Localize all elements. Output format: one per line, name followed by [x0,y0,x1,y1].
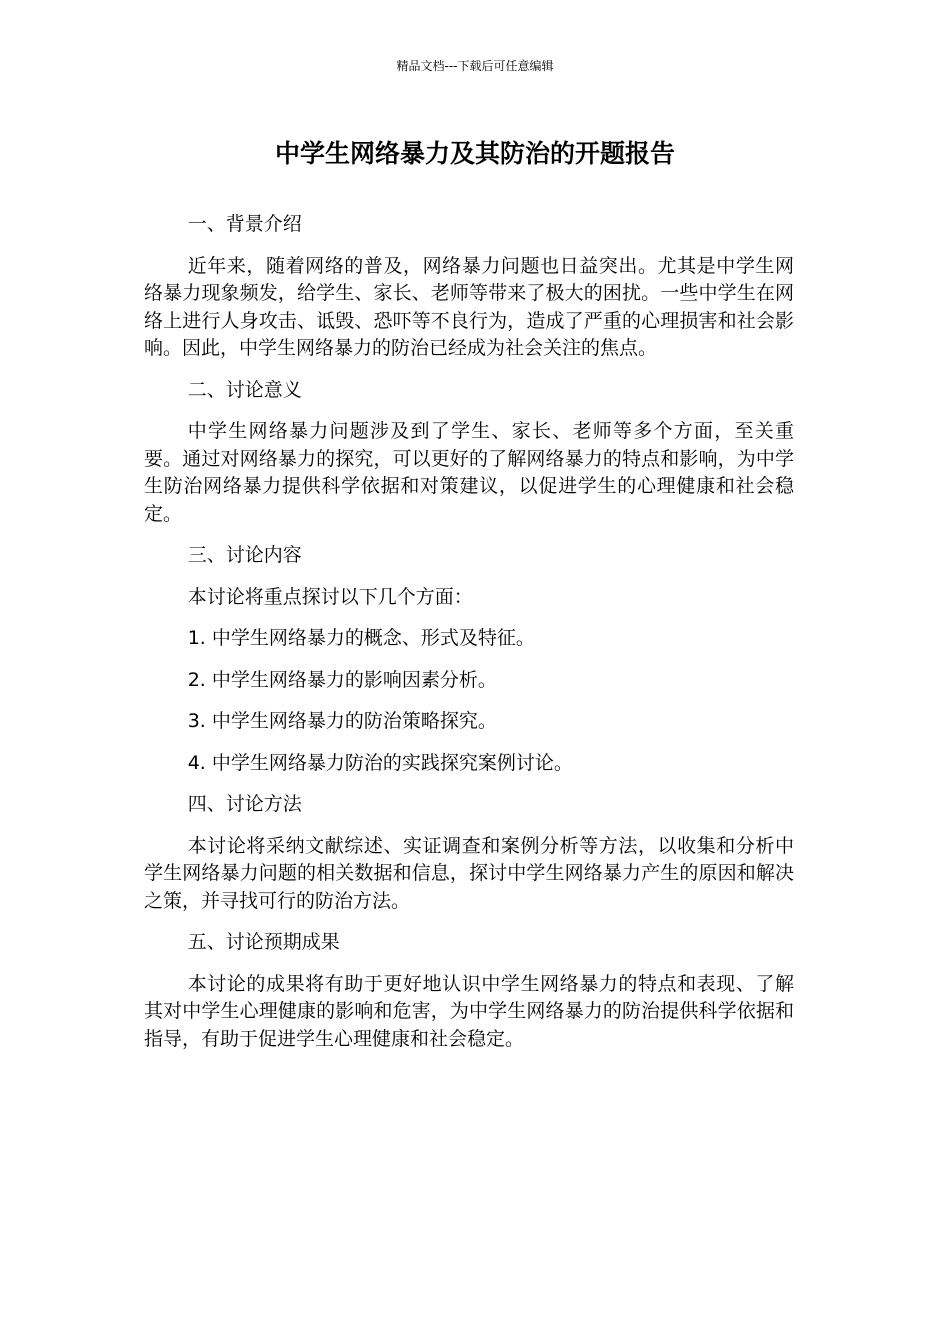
page-header-note: 精品文档---下载后可任意编辑 [396,59,554,73]
list-item: 1. 中学生网络暴力的概念、形式及特征。 [187,627,535,649]
list-item: 3. 中学生网络暴力的防治策略探究。 [187,710,497,732]
section-heading-content: 三、讨论内容 [187,544,302,566]
list-item: 2. 中学生网络暴力的影响因素分析。 [187,668,497,691]
paragraph-outcomes: 本讨论的成果将有助于更好地认识中学生网络暴力的特点和表现、了解其对中学生心理健康的影响和危害，为中学生网络暴力的防治提供科学依据和指导，有助于促进学生心理健康和社会稳定。 [144,972,794,1050]
section-heading-outcomes: 五、讨论预期成果 [187,931,340,953]
document-body [144,211,794,1053]
paragraph-content-intro: 本讨论将重点探讨以下几个方面： [187,585,473,608]
list-item: 4. 中学生网络暴力防治的实践探究案例讨论。 [187,751,573,774]
paragraph-significance: 中学生网络暴力问题涉及到了学生、家长、老师等多个方面，至关重要。通过对网络暴力的探究，可以更好的了解网络暴力的特点和影响，为中学生防治网络暴力提供科学依据和对策建议，以促进学生的心理健康和社会稳定。 [144,420,794,525]
section-heading-background: 一、背景介绍 [187,213,302,235]
document-title: 中学生网络暴力及其防治的开题报告 [274,139,675,168]
paragraph-background: 近年来，随着网络的普及，网络暴力问题也日益突出。尤其是中学生网络暴力现象频发，给学生、家长、老师等带来了极大的困扰。一些中学生在网络上进行人身攻击、诋毁、恐吓等不良行为，造成了严重的心理损害和社会影响。因此，中学生网络暴力的防治已经成为社会关注的焦点。 [144,254,794,359]
section-heading-methods: 四、讨论方法 [187,793,302,815]
section-heading-significance: 二、讨论意义 [187,378,302,401]
paragraph-methods: 本讨论将采纳文献综述、实证调查和案例分析等方法，以收集和分析中学生网络暴力问题的相关数据和信息，探讨中学生网络暴力产生的原因和解决之策，并寻找可行的防治方法。 [144,834,794,912]
